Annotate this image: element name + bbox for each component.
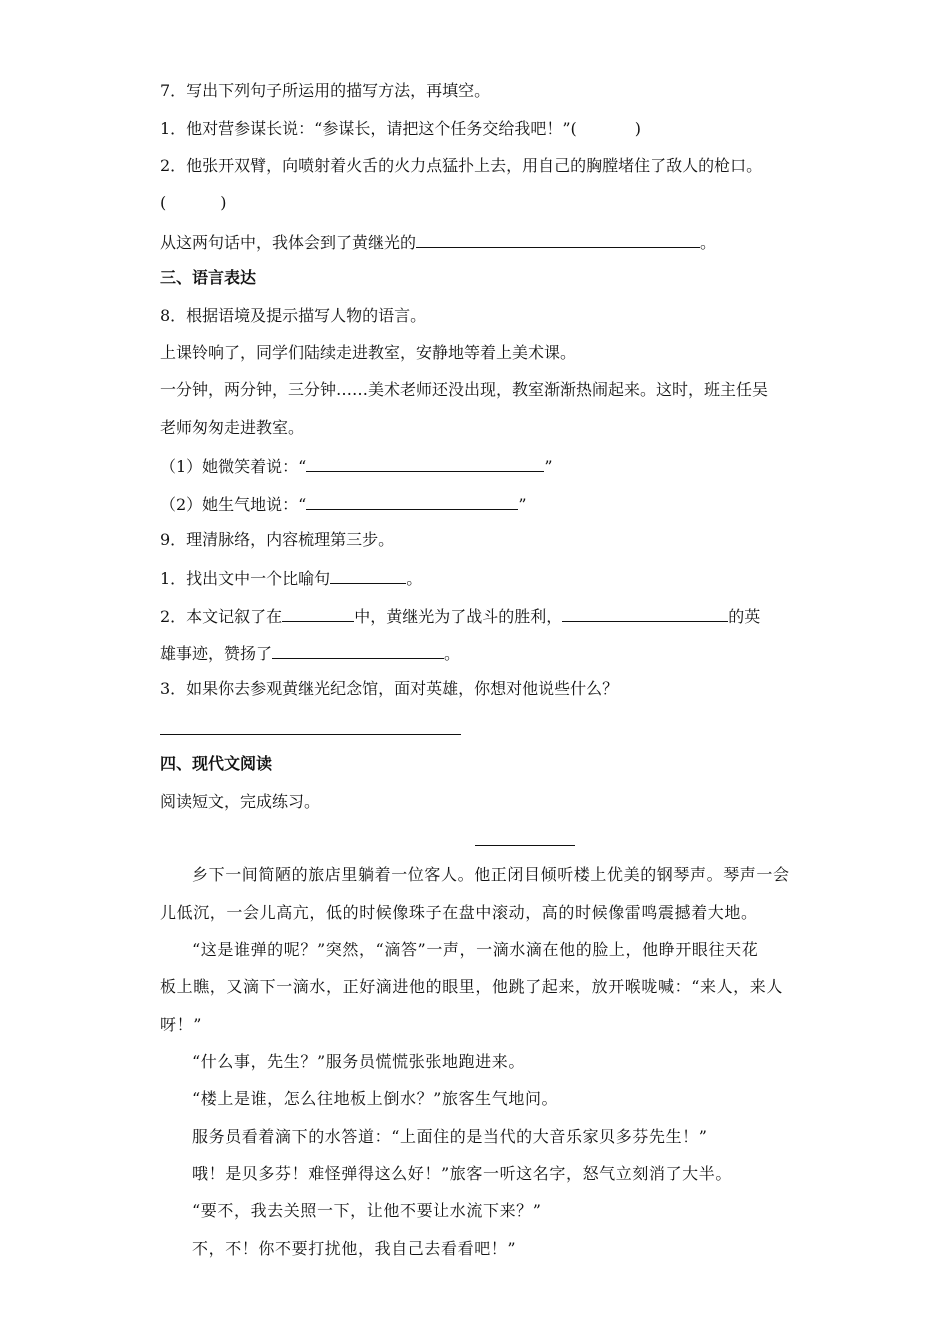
- q7-answer-2: [160, 193, 227, 213]
- q9-item-2-text-b: 中，黄继光为了战斗的胜利，: [354, 607, 563, 626]
- section-4-instruction: 阅读短文，完成练习。: [160, 792, 321, 811]
- q7-sentence-2: 2．他张开双臂，向喷射着火舌的火力点猛扑上去，用自己的胸膛堵住了敌人的枪口。: [160, 156, 763, 175]
- q9-item-2-blank-2[interactable]: [562, 605, 728, 622]
- q8-item-2-blank[interactable]: [306, 493, 518, 510]
- q7-conclusion-blank[interactable]: [416, 231, 700, 248]
- q9-item-2-text-c: 的英: [728, 607, 761, 626]
- q9-item-1-text: 1．找出文中一个比喻句: [160, 569, 331, 588]
- q8-context-1: 上课铃响了，同学们陆续走进教室，安静地等着上美术课。: [160, 343, 577, 362]
- q8-item-1: [160, 455, 553, 477]
- q7-sentence-1: [160, 119, 641, 139]
- article-title-blank[interactable]: [475, 845, 575, 846]
- article-p8: 不，不！你不要打扰他，我自己去看看吧！”: [192, 1239, 517, 1258]
- article-p1-line1: 乡下一间简陋的旅店里躺着一位客人。他正闭目倾听楼上优美的钢琴声。琴声一会: [192, 865, 790, 884]
- article-p2-line1: “这是谁弹的呢？”突然，“滴答”一声，一滴水滴在他的脸上，他睁开眼往天花: [192, 940, 759, 959]
- q9-item-1: [160, 567, 422, 589]
- q8-context-2b: 老师匆匆走进教室。: [160, 418, 305, 437]
- q9-item-2-text-e: 。: [444, 644, 461, 663]
- q7-answer-2-open: (: [160, 193, 167, 212]
- q9-item-2-blank-1[interactable]: [282, 605, 354, 622]
- q9-item-1-blank[interactable]: [330, 567, 406, 584]
- q9-item-2-text-d: 雄事迹，赞扬了: [160, 644, 273, 663]
- q7-prompt: 7．写出下列句子所运用的描写方法，再填空。: [160, 81, 491, 100]
- article-p6: 哦！是贝多芬！难怪弹得这么好！”旅客一听这名字，怒气立刻消了大半。: [192, 1164, 732, 1183]
- q7-sentence-1-text: 1．他对营参谋长说：“参谋长，请把这个任务交给我吧！”(: [160, 119, 577, 138]
- q9-item-2: [160, 605, 760, 627]
- q8-item-1-text: （1）她微笑着说：“: [160, 457, 307, 476]
- q9-item-2-text-a: 2．本文记叙了在: [160, 607, 283, 626]
- article-p2-line3: 呀！”: [160, 1015, 202, 1034]
- q8-item-1-end: ”: [544, 457, 553, 476]
- q9-item-3: 3．如果你去参观黄继光纪念馆，面对英雄，你想对他说些什么？: [160, 679, 619, 698]
- article-p1-line2: 儿低沉，一会儿高亢，低的时候像珠子在盘中滚动，高的时候像雷鸣震撼着大地。: [160, 903, 758, 922]
- article-p3: “什么事，先生？”服务员慌慌张张地跑进来。: [192, 1052, 525, 1071]
- q9-item-3-answer-line[interactable]: [160, 734, 461, 735]
- q8-item-2-text: （2）她生气地说：“: [160, 495, 307, 514]
- q9-prompt: 9．理清脉络，内容梳理第三步。: [160, 530, 395, 549]
- q9-item-2-cont: [160, 642, 460, 664]
- q7-answer-2-close: ): [220, 193, 227, 212]
- q7-conclusion-text: 从这两句话中，我体会到了黄继光的: [160, 233, 417, 252]
- q8-item-1-blank[interactable]: [306, 455, 544, 472]
- q8-item-2: [160, 493, 527, 515]
- q9-item-2-blank-3[interactable]: [272, 642, 444, 659]
- q8-context-2a: 一分钟，两分钟，三分钟……美术老师还没出现，教室渐渐热闹起来。这时，班主任吴: [160, 380, 769, 399]
- article-p2-line2: 板上瞧，又滴下一滴水，正好滴进他的眼里，他跳了起来，放开喉咙喊：“来人，来人: [160, 977, 783, 996]
- q7-conclusion: [160, 231, 716, 253]
- article-p5: 服务员看着滴下的水答道：“上面住的是当代的大音乐家贝多芬先生！”: [192, 1127, 708, 1146]
- section-3-title: 三、语言表达: [160, 268, 257, 287]
- q8-item-2-end: ”: [518, 495, 527, 514]
- q7-conclusion-end: 。: [700, 233, 717, 252]
- article-p4: “楼上是谁，怎么往地板上倒水？”旅客生气地问。: [192, 1089, 559, 1108]
- q7-sentence-1-close: ): [634, 119, 642, 138]
- article-p7: “要不，我去关照一下，让他不要让水流下来？”: [192, 1201, 542, 1220]
- q8-prompt: 8．根据语境及提示描写人物的语言。: [160, 306, 427, 325]
- q9-item-1-end: 。: [406, 569, 423, 588]
- section-4-title: 四、现代文阅读: [160, 754, 273, 773]
